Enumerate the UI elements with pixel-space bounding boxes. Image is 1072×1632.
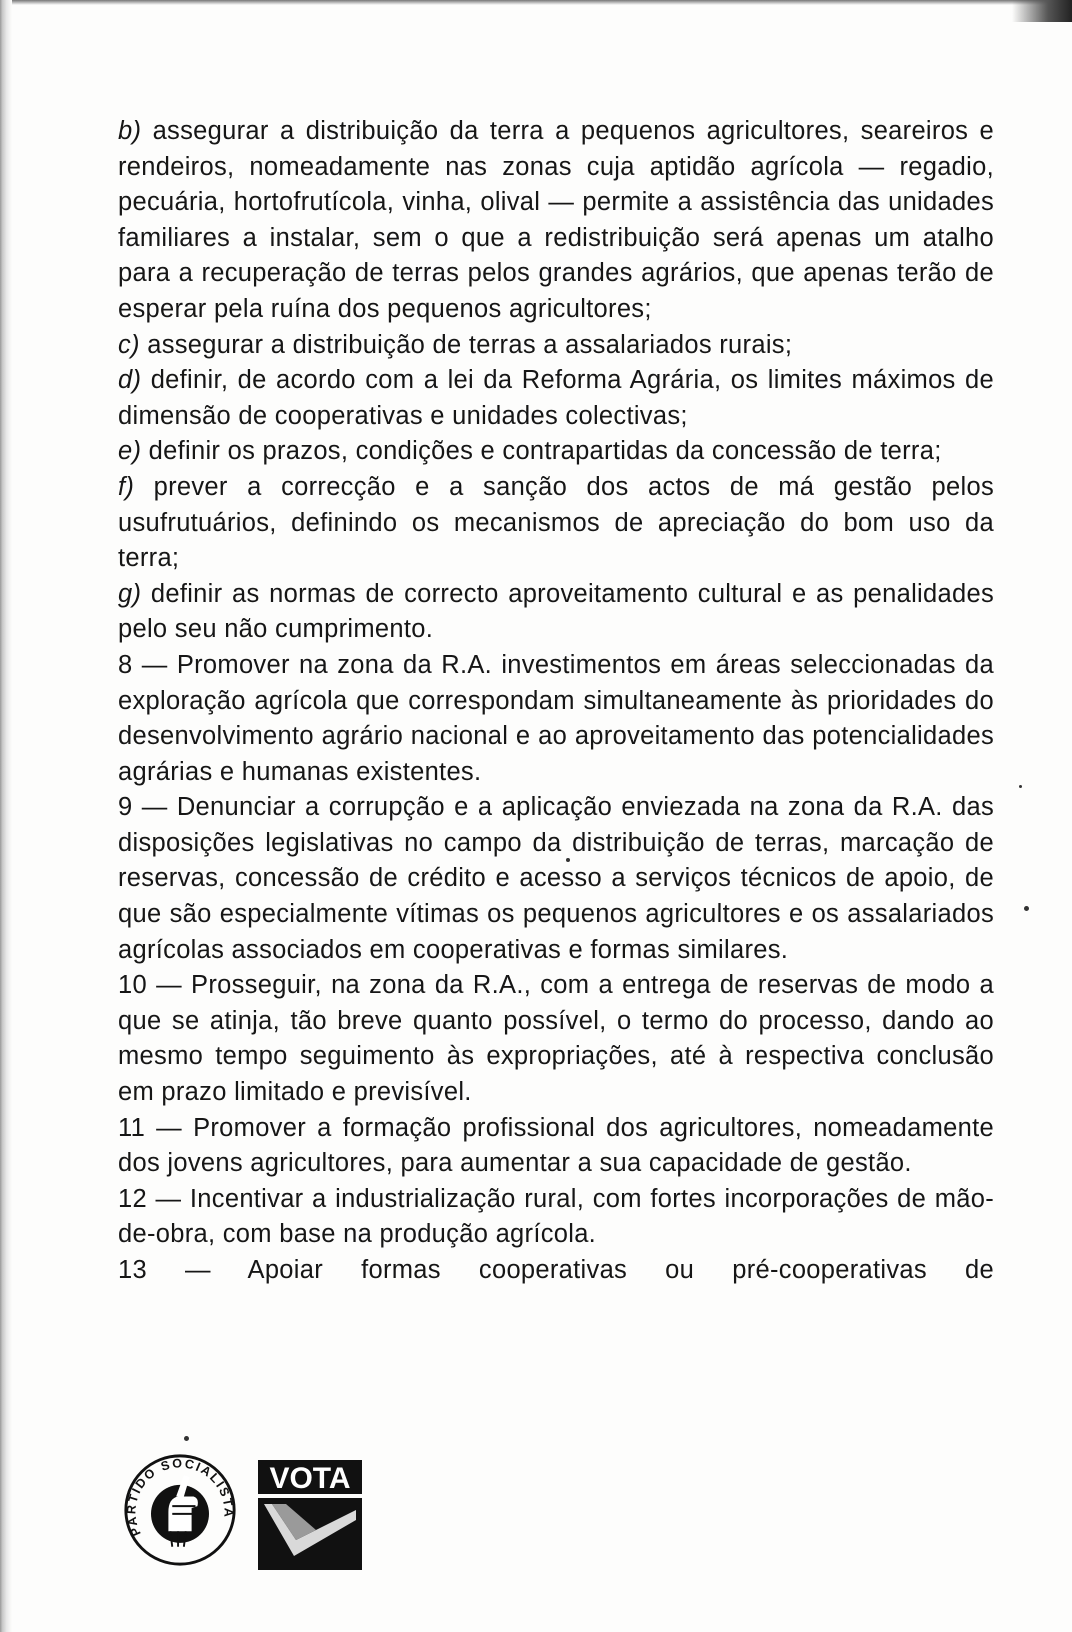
- paragraph-c: [118, 328, 994, 364]
- item-letter: c): [118, 330, 140, 359]
- paragraph-text: definir, de acordo com a lei da Reforma Agrária, os limites máximos de dimensão de cooperativas e unidades colectivas;: [118, 366, 994, 430]
- paragraph-9: [118, 790, 994, 968]
- scan-top-edge: [0, 0, 1072, 5]
- paragraph-text: prever a correcção e a sanção dos actos de má gestão pelos usufrutuários, definindo os mecanismos de apreciação do bom uso da terra;: [118, 472, 994, 573]
- party-logo-emblem: [122, 1452, 238, 1568]
- paragraph-text: 10 — Prosseguir, na zona da R.A., com a entrega de reservas de modo a que se atinja, tão breve quanto possível, o termo do processo, dando ao mesmo tempo seguimento às expropriações, até à respectiva conclusão em prazo limitado e previsível.: [118, 971, 994, 1107]
- paragraph-text: definir os prazos, condições e contrapartidas da concessão de terra;: [141, 437, 942, 466]
- item-letter: d): [118, 366, 142, 395]
- paragraph-12: [118, 1182, 994, 1253]
- item-letter: f): [118, 472, 135, 501]
- paragraph-f: [118, 470, 994, 577]
- paragraph-8: [118, 648, 994, 790]
- scan-speck: [1024, 906, 1029, 911]
- paragraph-text: 8 — Promover na zona da R.A. investimentos em áreas seleccionadas da exploração agrícola que correspondam simultaneamente às prioridades do desenvolvimento agrário nacional e ao aproveitamento das potencialidades agrárias e humanas existentes.: [118, 650, 994, 786]
- paragraph-b: [118, 114, 994, 328]
- party-name-text: PARTIDO SOCIALISTA: [124, 1456, 236, 1539]
- paragraph-text: 12 — Incentivar a industrialização rural, com fortes incorporações de mão-de-obra, com base na produção agrícola.: [118, 1184, 994, 1249]
- paragraph-13: [118, 1253, 994, 1289]
- paragraph-text: assegurar a distribuição de terras a assalariados rurais;: [139, 330, 793, 359]
- body-text: [118, 114, 994, 1289]
- paragraph-text: 11 — Promover a formação profissional dos agricultores, nomeadamente dos jovens agricultores, para aumentar a sua capacidade de gestão.: [118, 1113, 994, 1178]
- paragraph-text: 13 — Apoiar formas cooperativas ou pré-cooperativas de: [118, 1256, 994, 1284]
- paragraph-text: assegurar a distribuição da terra a pequenos agricultores, seareiros e rendeiros, nomeadamente nas zonas cuja aptidão agrícola — regadio, pecuária, hortofrutícola, vinha, olival — permite a assistência das unidades familiares a instalar, sem o que a redistribuição será apenas um atalho para a recuperação de terras pelos grandes agrários, que apenas terão de esperar pela ruína dos pequenos agricultores;: [118, 117, 994, 323]
- item-letter: e): [118, 437, 142, 466]
- item-letter: g): [118, 579, 142, 608]
- item-letter: b): [118, 117, 142, 145]
- vote-logo: [256, 1460, 366, 1572]
- paragraph-10: [118, 968, 994, 1110]
- paragraph-g: [118, 577, 994, 648]
- scan-corner-shadow: [1012, 0, 1072, 22]
- scan-left-edge: [0, 0, 12, 1632]
- paragraph-e: [118, 434, 994, 470]
- paragraph-text: 9 — Denunciar a corrupção e a aplicação enviezada na zona da R.A. das disposições legislativas no campo da distribuição de terras, marcação de reservas, concessão de crédito e acesso a serviços técnicos de apoio, de que são especialmente vítimas os pequenos agricultores e os assalariados agrícolas associados em cooperativas e formas similares.: [118, 793, 994, 964]
- scan-speck: [566, 858, 570, 862]
- vote-label: VOTA: [269, 1462, 351, 1495]
- paragraph-d: [118, 363, 994, 434]
- paragraph-11: [118, 1111, 994, 1182]
- scan-speck: [1019, 785, 1022, 788]
- scan-speck: [184, 1436, 189, 1441]
- paragraph-text: definir as normas de correcto aproveitamento cultural e as penalidades pelo seu não cumprimento.: [118, 579, 994, 644]
